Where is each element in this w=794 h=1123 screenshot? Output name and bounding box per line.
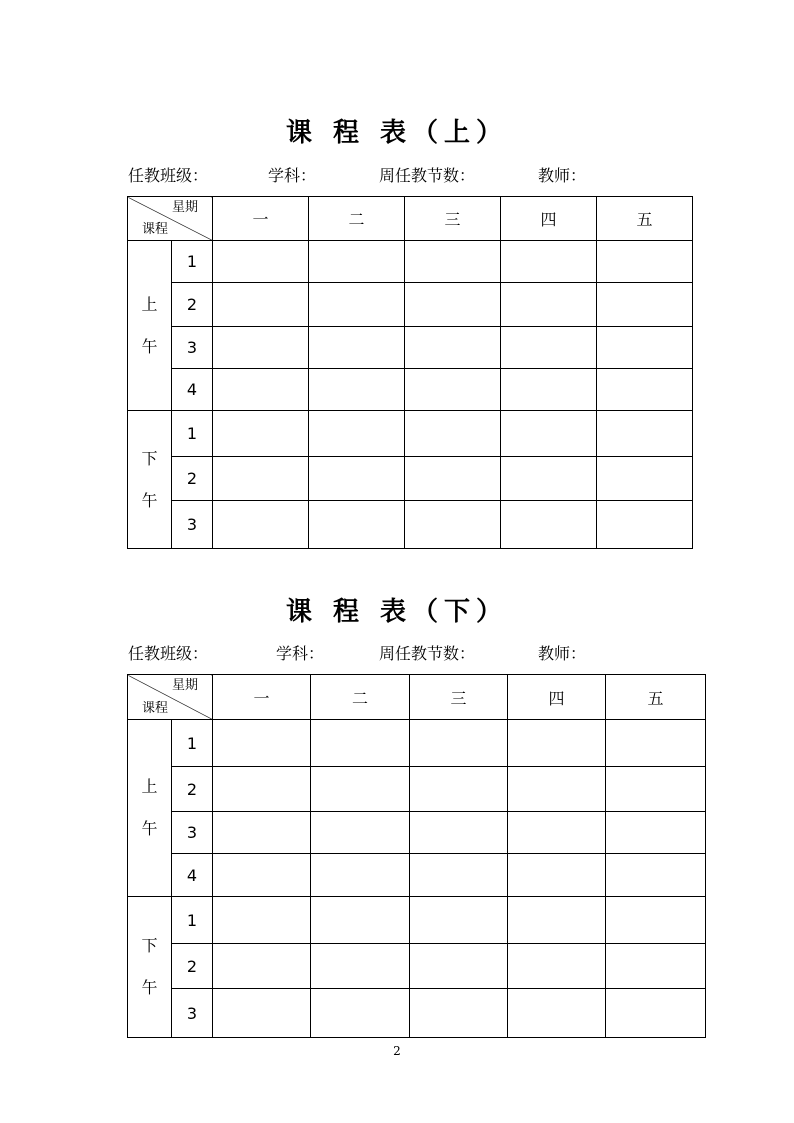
schedule-cell[interactable] <box>213 327 309 369</box>
period-number: 4 <box>172 854 213 897</box>
schedule-cell[interactable] <box>405 327 501 369</box>
weekly-hours-label: 周任教节数： <box>379 644 476 663</box>
table-row <box>128 411 693 457</box>
schedule-cell[interactable] <box>405 411 501 457</box>
schedule-cell[interactable] <box>405 457 501 501</box>
schedule-cell[interactable] <box>213 411 309 457</box>
schedule-cell[interactable] <box>213 283 309 327</box>
schedule-cell[interactable] <box>606 944 706 989</box>
weekday-corner-label: 星期 <box>171 200 198 215</box>
schedule-cell[interactable] <box>311 720 410 767</box>
schedule-cell[interactable] <box>213 767 311 812</box>
schedule-table <box>127 196 693 549</box>
subject-label: 学科： <box>276 644 325 663</box>
table-row <box>128 812 706 854</box>
header-row <box>128 675 706 720</box>
table-row <box>128 501 693 549</box>
period-number: 2 <box>172 283 213 327</box>
schedule-cell[interactable] <box>311 944 410 989</box>
schedule-table <box>127 674 706 1038</box>
table-row <box>128 241 693 283</box>
table-row <box>128 944 706 989</box>
day-header: 一 <box>213 197 309 241</box>
day-header: 四 <box>501 197 597 241</box>
schedule-cell[interactable] <box>508 720 606 767</box>
schedule-cell[interactable] <box>501 411 597 457</box>
schedule-cell[interactable] <box>405 283 501 327</box>
schedule-cell[interactable] <box>410 854 508 897</box>
corner-cell <box>128 675 213 720</box>
schedule-cell[interactable] <box>597 283 693 327</box>
schedule-cell[interactable] <box>501 327 597 369</box>
schedule-cell[interactable] <box>597 411 693 457</box>
subject-label: 学科： <box>268 166 317 185</box>
day-header: 一 <box>213 675 311 720</box>
schedule-cell[interactable] <box>606 897 706 944</box>
schedule-cell[interactable] <box>606 812 706 854</box>
schedule-cell[interactable] <box>508 812 606 854</box>
period-number: 1 <box>172 720 213 767</box>
schedule-cell[interactable] <box>606 767 706 812</box>
schedule-cell[interactable] <box>311 854 410 897</box>
afternoon-label: 下 午 <box>128 897 172 1038</box>
period-number: 4 <box>172 369 213 411</box>
period-number: 2 <box>172 944 213 989</box>
schedule-cell[interactable] <box>501 457 597 501</box>
page-number: 2 <box>393 1044 401 1058</box>
schedule-cell[interactable] <box>309 327 405 369</box>
schedule-cell[interactable] <box>501 241 597 283</box>
schedule-cell[interactable] <box>309 369 405 411</box>
schedule-cell[interactable] <box>311 812 410 854</box>
schedule-cell[interactable] <box>311 989 410 1038</box>
schedule-cell[interactable] <box>309 283 405 327</box>
period-number: 1 <box>172 241 213 283</box>
table-row <box>128 720 706 767</box>
schedule-cell[interactable] <box>597 369 693 411</box>
period-number: 2 <box>172 457 213 501</box>
schedule-cell[interactable] <box>410 897 508 944</box>
schedule-cell[interactable] <box>213 989 311 1038</box>
schedule-cell[interactable] <box>508 944 606 989</box>
teacher-label: 教师： <box>538 644 587 663</box>
schedule-cell[interactable] <box>405 501 501 549</box>
schedule-cell[interactable] <box>501 283 597 327</box>
day-header: 二 <box>311 675 410 720</box>
schedule-cell[interactable] <box>410 989 508 1038</box>
schedule-cell[interactable] <box>508 854 606 897</box>
schedule-cell[interactable] <box>311 897 410 944</box>
schedule-cell[interactable] <box>410 720 508 767</box>
course-corner-label: 课程 <box>142 701 169 716</box>
corner-cell <box>128 197 213 241</box>
schedule-cell[interactable] <box>213 720 311 767</box>
schedule-cell[interactable] <box>309 457 405 501</box>
schedule-cell[interactable] <box>501 501 597 549</box>
weekly-hours-label: 周任教节数： <box>379 166 476 185</box>
weekday-corner-label: 星期 <box>171 678 198 693</box>
schedule-cell[interactable] <box>597 327 693 369</box>
table-row <box>128 327 693 369</box>
table-row <box>128 989 706 1038</box>
schedule-cell[interactable] <box>508 897 606 944</box>
schedule-title: 课 程 表（下） <box>285 597 509 627</box>
header-row <box>128 197 693 241</box>
period-number: 1 <box>172 897 213 944</box>
schedule-cell[interactable] <box>213 241 309 283</box>
schedule-cell[interactable] <box>508 989 606 1038</box>
schedule-cell[interactable] <box>213 457 309 501</box>
schedule-cell[interactable] <box>410 944 508 989</box>
schedule-cell[interactable] <box>405 241 501 283</box>
course-corner-label: 课程 <box>142 222 169 237</box>
period-number: 1 <box>172 411 213 457</box>
table-row <box>128 854 706 897</box>
table-row <box>128 767 706 812</box>
schedule-cell[interactable] <box>597 457 693 501</box>
morning-label: 上 午 <box>128 241 172 411</box>
schedule-cell[interactable] <box>410 812 508 854</box>
morning-label: 上 午 <box>128 720 172 897</box>
schedule-cell[interactable] <box>213 501 309 549</box>
schedule-cell[interactable] <box>410 767 508 812</box>
schedule-cell[interactable] <box>606 720 706 767</box>
table-row <box>128 369 693 411</box>
period-number: 3 <box>172 989 213 1038</box>
schedule-cell[interactable] <box>213 812 311 854</box>
schedule-title: 课 程 表（上） <box>285 118 509 148</box>
day-header: 五 <box>606 675 706 720</box>
schedule-cell[interactable] <box>213 854 311 897</box>
period-number: 3 <box>172 501 213 549</box>
class-label: 任教班级： <box>128 644 209 663</box>
schedule-cell[interactable] <box>597 241 693 283</box>
period-number: 3 <box>172 327 213 369</box>
day-header: 四 <box>508 675 606 720</box>
schedule-cell[interactable] <box>309 241 405 283</box>
day-header: 三 <box>405 197 501 241</box>
schedule-cell[interactable] <box>606 989 706 1038</box>
schedule-cell[interactable] <box>508 767 606 812</box>
afternoon-label: 下 午 <box>128 411 172 549</box>
day-header: 二 <box>309 197 405 241</box>
class-label: 任教班级： <box>128 166 209 185</box>
schedule-cell[interactable] <box>501 369 597 411</box>
schedule-cell[interactable] <box>213 944 311 989</box>
day-header: 三 <box>410 675 508 720</box>
schedule-cell[interactable] <box>606 854 706 897</box>
table-row <box>128 457 693 501</box>
table-row <box>128 897 706 944</box>
schedule-cell[interactable] <box>213 897 311 944</box>
schedule-cell[interactable] <box>597 501 693 549</box>
schedule-cell[interactable] <box>311 767 410 812</box>
period-number: 2 <box>172 767 213 812</box>
schedule-cell[interactable] <box>405 369 501 411</box>
day-header: 五 <box>597 197 693 241</box>
schedule-cell[interactable] <box>309 411 405 457</box>
schedule-cell[interactable] <box>213 369 309 411</box>
period-number: 3 <box>172 812 213 854</box>
table-row <box>128 283 693 327</box>
schedule-cell[interactable] <box>309 501 405 549</box>
teacher-label: 教师： <box>538 166 587 185</box>
